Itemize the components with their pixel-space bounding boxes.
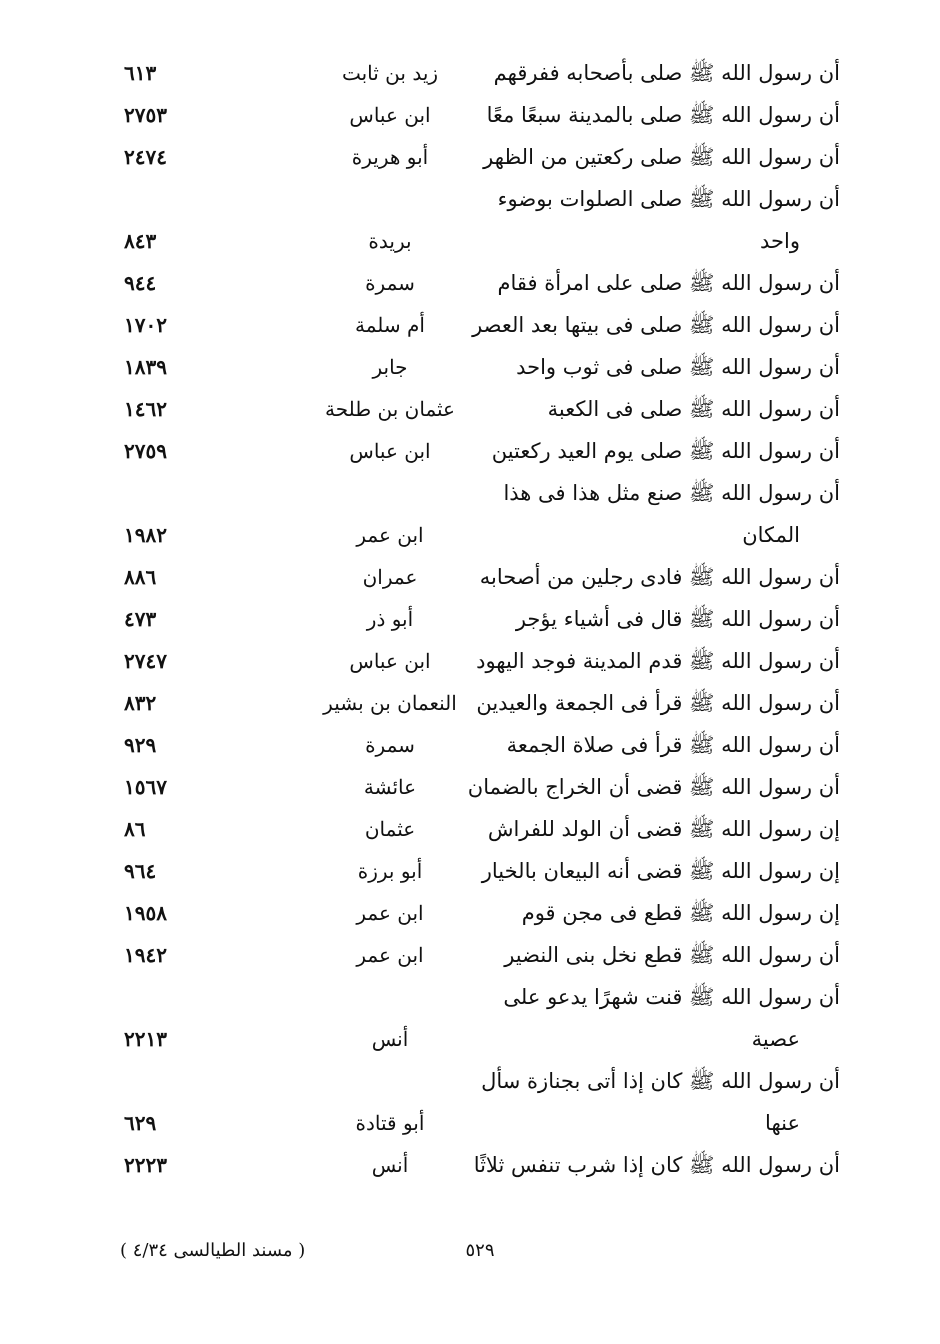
index-row (110, 934, 840, 976)
hadith-text: إن رسول الله ﷺ قضى أن الولد للفراش (487, 817, 840, 841)
hadith-text: أن رسول الله ﷺ صلى فى ثوب واحد (516, 355, 840, 379)
index-row (110, 472, 840, 514)
hadith-text: أن رسول الله ﷺ قرأ فى صلاة الجمعة (506, 733, 840, 757)
index-row (110, 430, 840, 472)
hadith-text: أن رسول الله ﷺ صلى على امرأة فقام (497, 271, 840, 295)
hadith-number: ٨٣٢ (124, 691, 157, 715)
hadith-text: أن رسول الله ﷺ قطع نخل بنى النضير (504, 943, 840, 967)
narrator-name: ابن عباس (349, 649, 431, 673)
page-footer (0, 1236, 940, 1266)
narrator-name: سمرة (365, 271, 415, 295)
narrator-name: جابر (372, 355, 408, 379)
hadith-number: ٦٢٩ (124, 1111, 157, 1135)
hadith-text: أن رسول الله ﷺ كان إذا أتى بجنازة سأل (481, 1069, 840, 1093)
index-row-continuation (110, 514, 840, 556)
hadith-number: ٢٧٥٣ (124, 103, 167, 127)
narrator-name: أبو برزة (357, 859, 423, 883)
index-row (110, 808, 840, 850)
hadith-number: ٢٢٢٣ (124, 1153, 167, 1177)
hadith-text: إن رسول الله ﷺ قطع فى مجن قوم (521, 901, 840, 925)
index-row (110, 52, 840, 94)
hadith-number: ٩٦٤ (124, 859, 157, 883)
hadith-text: عصية (751, 1027, 800, 1051)
hadith-text: أن رسول الله ﷺ صلى فى الكعبة (547, 397, 840, 421)
hadith-number: ٨٤٣ (124, 229, 157, 253)
index-row (110, 346, 840, 388)
index-row (110, 682, 840, 724)
hadith-number: ١٩٨٢ (124, 523, 167, 547)
hadith-number: ٩٤٤ (124, 271, 157, 295)
hadith-number: ١٩٥٨ (124, 901, 167, 925)
index-row (110, 262, 840, 304)
index-row (110, 724, 840, 766)
narrator-name: ابن عباس (349, 103, 431, 127)
index-row (110, 1144, 840, 1186)
index-row-continuation (110, 1102, 840, 1144)
hadith-number: ٨٨٦ (124, 565, 157, 589)
index-row-continuation (110, 1018, 840, 1060)
narrator-name: عثمان بن طلحة (325, 397, 455, 421)
narrator-name: النعمان بن بشير (323, 691, 457, 715)
narrator-name: سمرة (365, 733, 415, 757)
hadith-text: عنها (765, 1111, 800, 1135)
hadith-number: ٤٧٣ (124, 607, 157, 631)
hadith-number: ٢٧٥٩ (124, 439, 167, 463)
hadith-text: إن رسول الله ﷺ قضى أنه البيعان بالخيار (481, 859, 840, 883)
narrator-name: أنس (371, 1153, 409, 1177)
hadith-number: ٢٧٤٧ (124, 649, 167, 673)
hadith-text: أن رسول الله ﷺ صلى يوم العيد ركعتين (491, 439, 840, 463)
index-row (110, 598, 840, 640)
index-row (110, 556, 840, 598)
index-row (110, 136, 840, 178)
hadith-number: ٩٢٩ (124, 733, 157, 757)
hadith-number: ١٩٤٢ (124, 943, 167, 967)
index-row (110, 1060, 840, 1102)
hadith-text: أن رسول الله ﷺ كان إذا شرب تنفس ثلاثًا (473, 1153, 840, 1177)
hadith-number: ٢٢١٣ (124, 1027, 167, 1051)
hadith-number: ١٤٦٢ (124, 397, 167, 421)
narrator-name: عمران (362, 565, 418, 589)
hadith-text: أن رسول الله ﷺ صلى فى بيتها بعد العصر (472, 313, 840, 337)
narrator-name: ابن عمر (356, 523, 424, 547)
narrator-name: ابن عمر (356, 943, 424, 967)
hadith-text: أن رسول الله ﷺ صلى بالمدينة سبعًا معًا (486, 103, 840, 127)
hadith-text: أن رسول الله ﷺ صنع مثل هذا فى هذا (503, 481, 840, 505)
index-row (110, 178, 840, 220)
hadith-text: أن رسول الله ﷺ صلى ركعتين من الظهر (483, 145, 840, 169)
hadith-number: ١٥٦٧ (124, 775, 167, 799)
hadith-number: ٦١٣ (124, 61, 157, 85)
hadith-number: ١٧٠٢ (124, 313, 167, 337)
hadith-text: أن رسول الله ﷺ قنت شهرًا يدعو على (503, 985, 840, 1009)
hadith-text: أن رسول الله ﷺ صلى بأصحابه ففرقهم (493, 61, 840, 85)
hadith-text: أن رسول الله ﷺ فادى رجلين من أصحابه (479, 565, 840, 589)
hadith-text: واحد (760, 229, 800, 253)
index-row (110, 640, 840, 682)
index-row (110, 892, 840, 934)
index-row (110, 766, 840, 808)
hadith-text: أن رسول الله ﷺ قدم المدينة فوجد اليهود (476, 649, 840, 673)
index-row (110, 850, 840, 892)
hadith-text: أن رسول الله ﷺ قال فى أشياء يؤجر (515, 607, 840, 631)
hadith-text: المكان (742, 523, 800, 547)
narrator-name: بريدة (368, 229, 412, 253)
narrator-name: أم سلمة (355, 313, 425, 337)
hadith-number: ٢٤٧٤ (124, 145, 167, 169)
narrator-name: أبو هريرة (351, 145, 429, 169)
source-reference: ( مسند الطيالسى ٤/٣٤ ) (120, 1240, 306, 1261)
narrator-name: عثمان (364, 817, 416, 841)
index-row (110, 94, 840, 136)
index-row (110, 976, 840, 1018)
index-row-continuation (110, 220, 840, 262)
narrator-name: عائشة (363, 775, 417, 799)
index-row (110, 388, 840, 430)
narrator-name: أبو ذر (366, 607, 414, 631)
narrator-name: زيد بن ثابت (341, 61, 439, 85)
narrator-name: ابن عمر (356, 901, 424, 925)
hadith-number: ١٨٣٩ (124, 355, 167, 379)
hadith-text: أن رسول الله ﷺ قضى أن الخراج بالضمان (467, 775, 840, 799)
page-number: ٥٢٩ (465, 1240, 495, 1261)
narrator-name: أبو قتادة (355, 1111, 425, 1135)
index-row (110, 304, 840, 346)
narrator-name: أنس (371, 1027, 409, 1051)
hadith-index-list (110, 52, 840, 1186)
narrator-name: ابن عباس (349, 439, 431, 463)
hadith-text: أن رسول الله ﷺ صلى الصلوات بوضوء (497, 187, 840, 211)
hadith-number: ٨٦ (124, 817, 146, 841)
hadith-text: أن رسول الله ﷺ قرأ فى الجمعة والعيدين (476, 691, 840, 715)
